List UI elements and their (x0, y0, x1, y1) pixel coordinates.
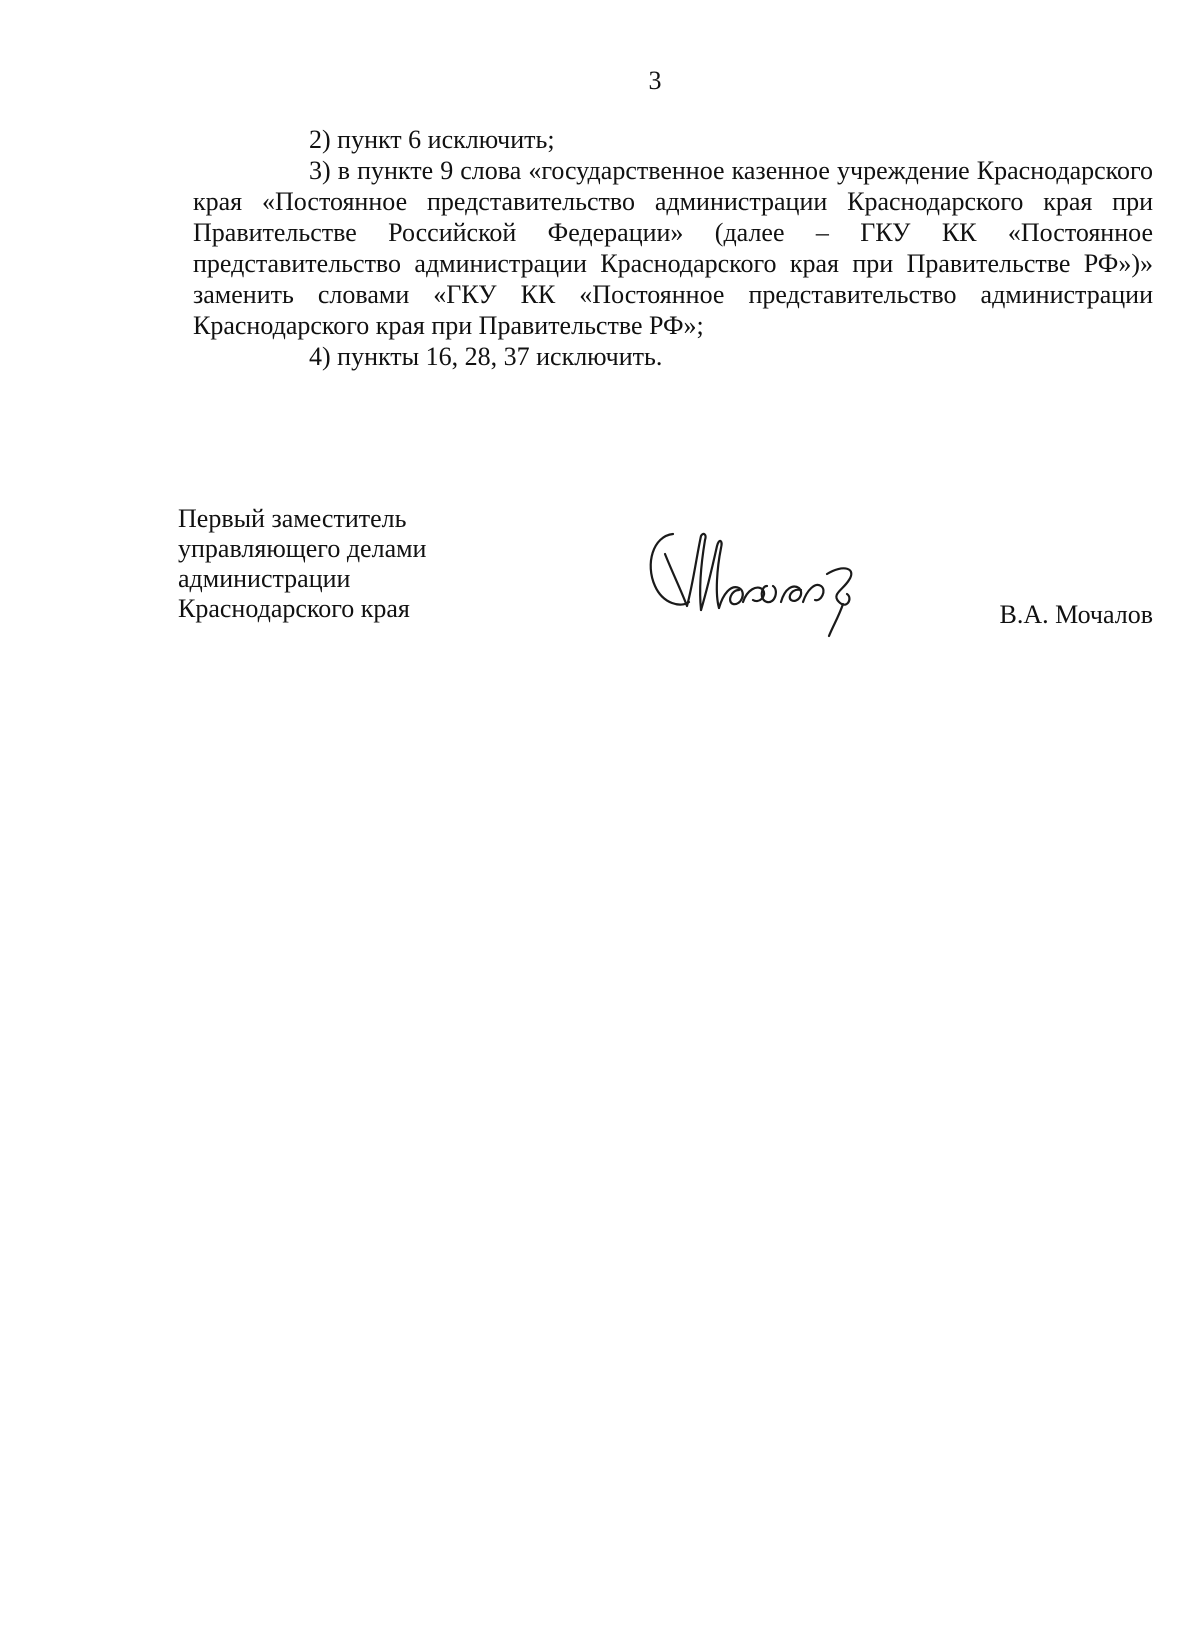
position-line: Краснодарского края (178, 594, 410, 623)
amendment-item (193, 341, 1153, 372)
signer-position (178, 504, 426, 624)
amendment-list (193, 124, 1153, 372)
signature-block (178, 504, 1153, 644)
item-text: пункт 6 исключить; (337, 125, 555, 154)
position-line: администрации (178, 564, 351, 593)
page-number: 3 (648, 66, 662, 95)
item-number: 2) (309, 125, 331, 154)
item-text: пункты 16, 28, 37 исключить. (337, 342, 663, 371)
position-line: Первый заместитель (178, 504, 407, 533)
item-text: в пункте 9 слова «государственное казенное учреждение Краснодарского края «Постоянное представительство администрации Краснодарского края при Правительстве Российской Федерации» (далее – ГКУ КК «Постоянное представительство администрации Краснодарского края при Правительстве РФ»)» заменить словами «ГКУ КК «Постоянное представительство администрации Краснодарского края при Правительстве РФ»; (193, 156, 1153, 340)
amendment-item (193, 155, 1153, 341)
signer-name: В.А. Мочалов (999, 600, 1153, 629)
amendment-item (193, 124, 1153, 155)
item-number: 3) (309, 156, 331, 185)
position-line: управляющего делами (178, 534, 427, 563)
handwritten-signature (643, 524, 878, 644)
item-number: 4) (309, 342, 331, 371)
